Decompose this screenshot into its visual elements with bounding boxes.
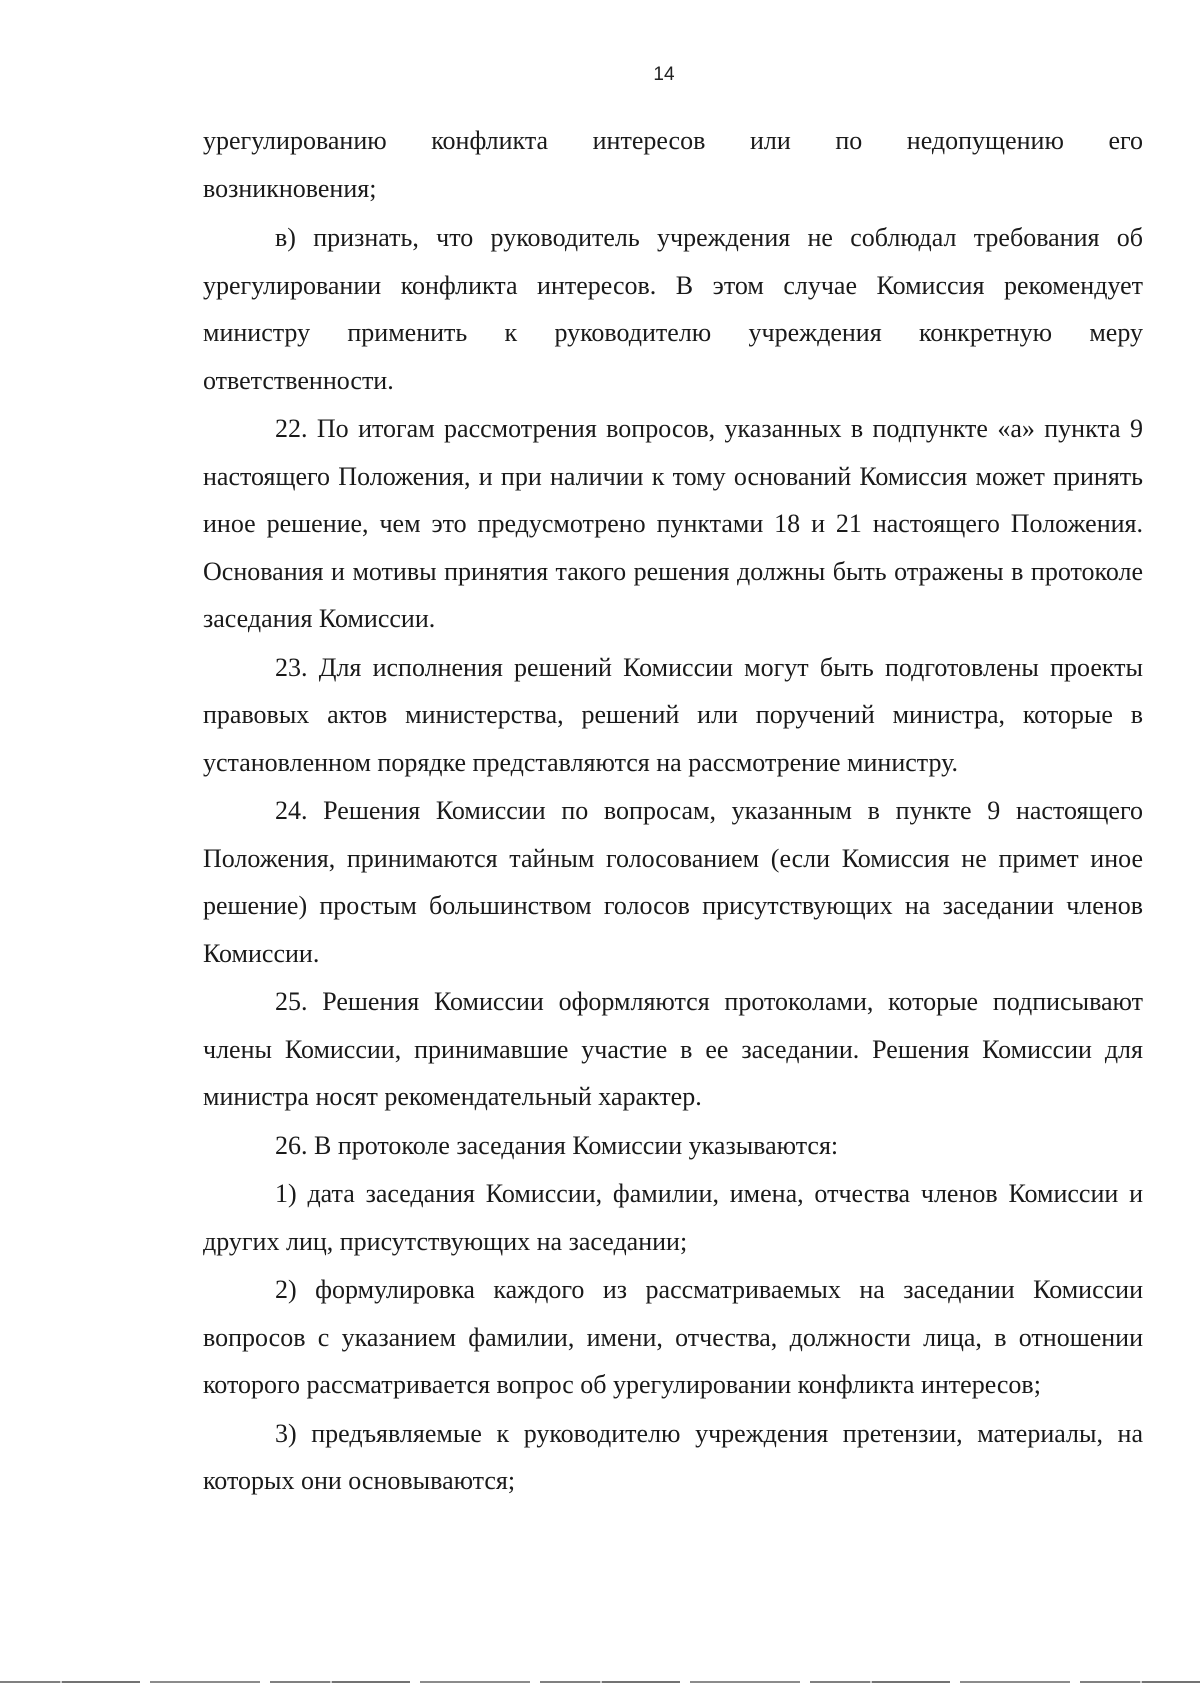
- paragraph-26-item-3: 3) предъявляемые к руководителю учреждения претензии, материалы, на которых они основываются;: [203, 1418, 1143, 1495]
- page-number: 14: [653, 64, 675, 85]
- document-body: [203, 117, 1143, 1505]
- paragraph-25: 25. Решения Комиссии оформляются протоколами, которые подписывают члены Комиссии, принимавшие участие в ее заседании. Решения Комиссии для министра носят рекомендательный характер.: [203, 987, 1143, 1111]
- paragraph-24: 24. Решения Комиссии по вопросам, указанным в пункте 9 настоящего Положения, принимаются тайным голосованием (если Комиссия не примет иное решение) простым большинством голосов присутствующих на заседании членов Комиссии.: [203, 796, 1143, 968]
- paragraph-subitem-v: в) признать, что руководитель учреждения не соблюдал требования об урегулировании конфликта интересов. В этом случае Комиссия рекомендует министру применить к руководителю учреждения конкретную меру ответственности.: [203, 223, 1143, 395]
- paragraph-22: 22. По итогам рассмотрения вопросов, указанных в подпункте «а» пункта 9 настоящего Положения, и при наличии к тому оснований Комиссия может принять иное решение, чем это предусмотрено пунктами 18 и 21 настоящего Положения. Основания и мотивы принятия такого решения должны быть отражены в протоколе заседания Комиссии.: [203, 414, 1143, 633]
- paragraph-continuation-line: урегулированию конфликта интересов или по недопущению его: [203, 126, 1143, 155]
- paragraph-26-item-2: 2) формулировка каждого из рассматриваемых на заседании Комиссии вопросов с указанием фамилии, имени, отчества, должности лица, в отношении которого рассматривается вопрос об урегулировании конфликта интересов;: [203, 1275, 1143, 1399]
- scan-bottom-edge: [0, 1681, 1200, 1683]
- paragraph-continuation-end: возникновения;: [203, 173, 377, 203]
- paragraph-26-item-1: 1) дата заседания Комиссии, фамилии, имена, отчества членов Комиссии и других лиц, присутствующих на заседании;: [203, 1179, 1143, 1256]
- paragraph-23: 23. Для исполнения решений Комиссии могут быть подготовлены проекты правовых актов министерства, решений или поручений министра, которые в установленном порядке представляются на рассмотрение министру.: [203, 652, 1143, 777]
- paragraph-26: 26. В протоколе заседания Комиссии указываются:: [275, 1130, 839, 1160]
